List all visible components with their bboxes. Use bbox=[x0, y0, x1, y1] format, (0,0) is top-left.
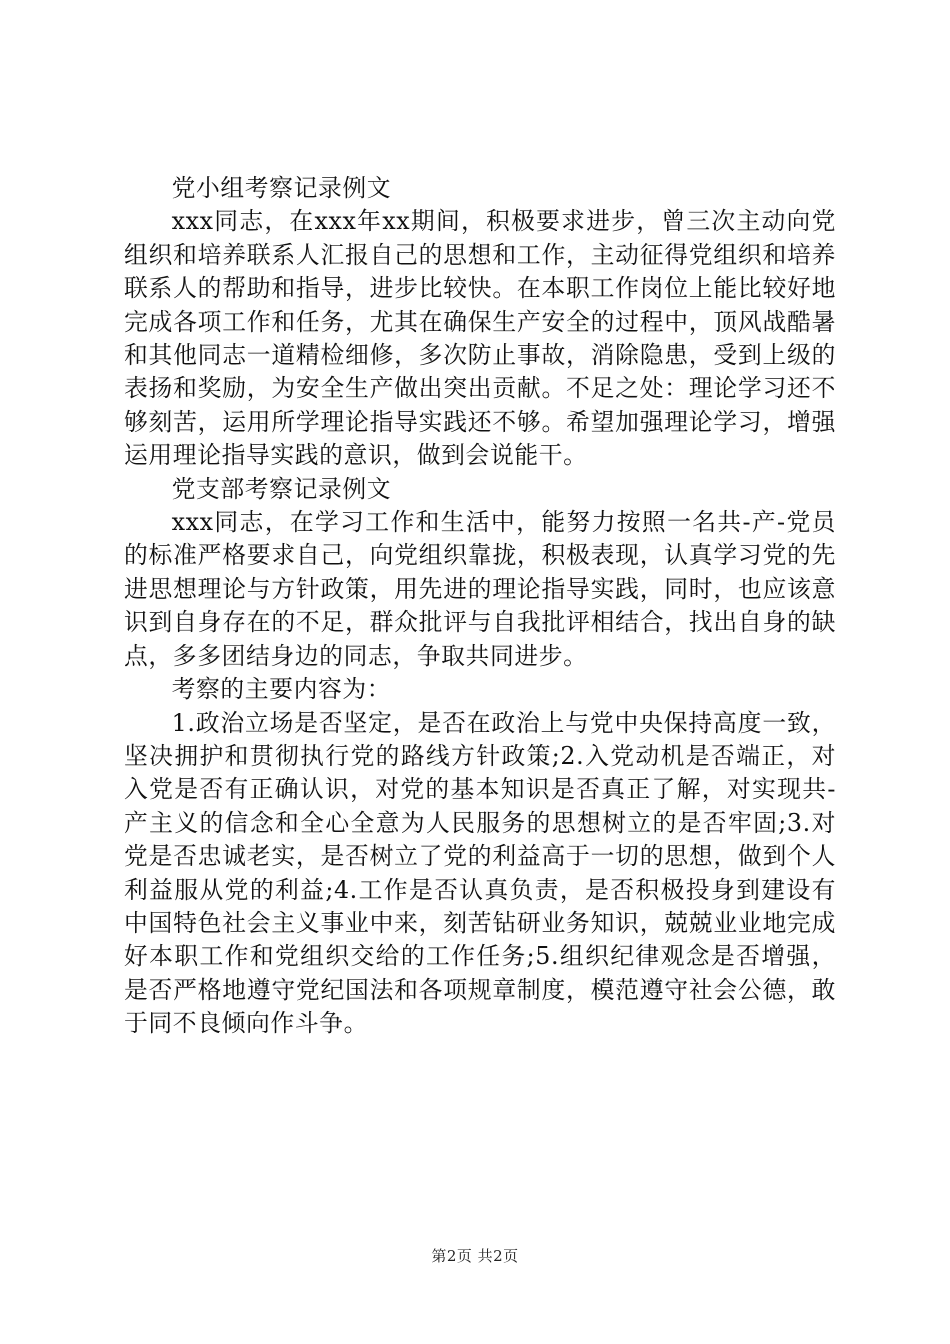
document-body bbox=[124, 172, 836, 1041]
paragraph-main-content-list: 1.政治立场是否坚定，是否在政治上与党中央保持高度一致，坚决拥护和贯彻执行党的路线方针政策;2.入党动机是否端正，对入党是否有正确认识，对党的基本知识是否真正了解，对实现共-产主义的信念和全心全意为人民服务的思想树立的是否牢固;3.对党是否忠诚老实，是否树立了党的利益高于一切的思想，做到个人利益服从党的利益;4.工作是否认真负责，是否积极投身到建设有中国特色社会主义事业中来，刻苦钻研业务知识，兢兢业业地完成好本职工作和党组织交给的工作任务;5.组织纪律观念是否增强，是否严格地遵守党纪国法和各项规章制度，模范遵守社会公德，敢于同不良倾向作斗争。 bbox=[124, 708, 836, 1038]
section-heading-main-content: 考察的主要内容为： bbox=[171, 675, 392, 704]
section-heading-party-branch: 党支部考察记录例文 bbox=[171, 474, 392, 503]
page-number-footer: 第2页 共2页 bbox=[431, 1247, 519, 1265]
paragraph-party-branch-record: xxx同志，在学习工作和生活中，能努力按照一名共-产-党员的标准严格要求自己，向党组织靠拢，积极表现，认真学习党的先进思想理论与方针政策，用先进的理论指导实践，同时，也应该意识到自身存在的不足，群众批评与自我批评相结合，找出自身的缺点，多多团结身边的同志，争取共同进步。 bbox=[124, 508, 836, 670]
section-heading-party-group: 党小组考察记录例文 bbox=[171, 174, 392, 202]
paragraph-party-group-record: xxx同志，在xxx年xx期间，积极要求进步，曾三次主动向党组织和培养联系人汇报自己的思想和工作，主动征得党组织和培养联系人的帮助和指导，进步比较快。在本职工作岗位上能比较好地完成各项工作和任务，尤其在确保生产安全的过程中，顶风战酷暑和其他同志一道精检细修，多次防止事故，消除隐患，受到上级的表扬和奖励，为安全生产做出突出贡献。不足之处：理论学习还不够刻苦，运用所学理论指导实践还不够。希望加强理论学习，增强运用理论指导实践的意识，做到会说能干。 bbox=[124, 207, 836, 470]
